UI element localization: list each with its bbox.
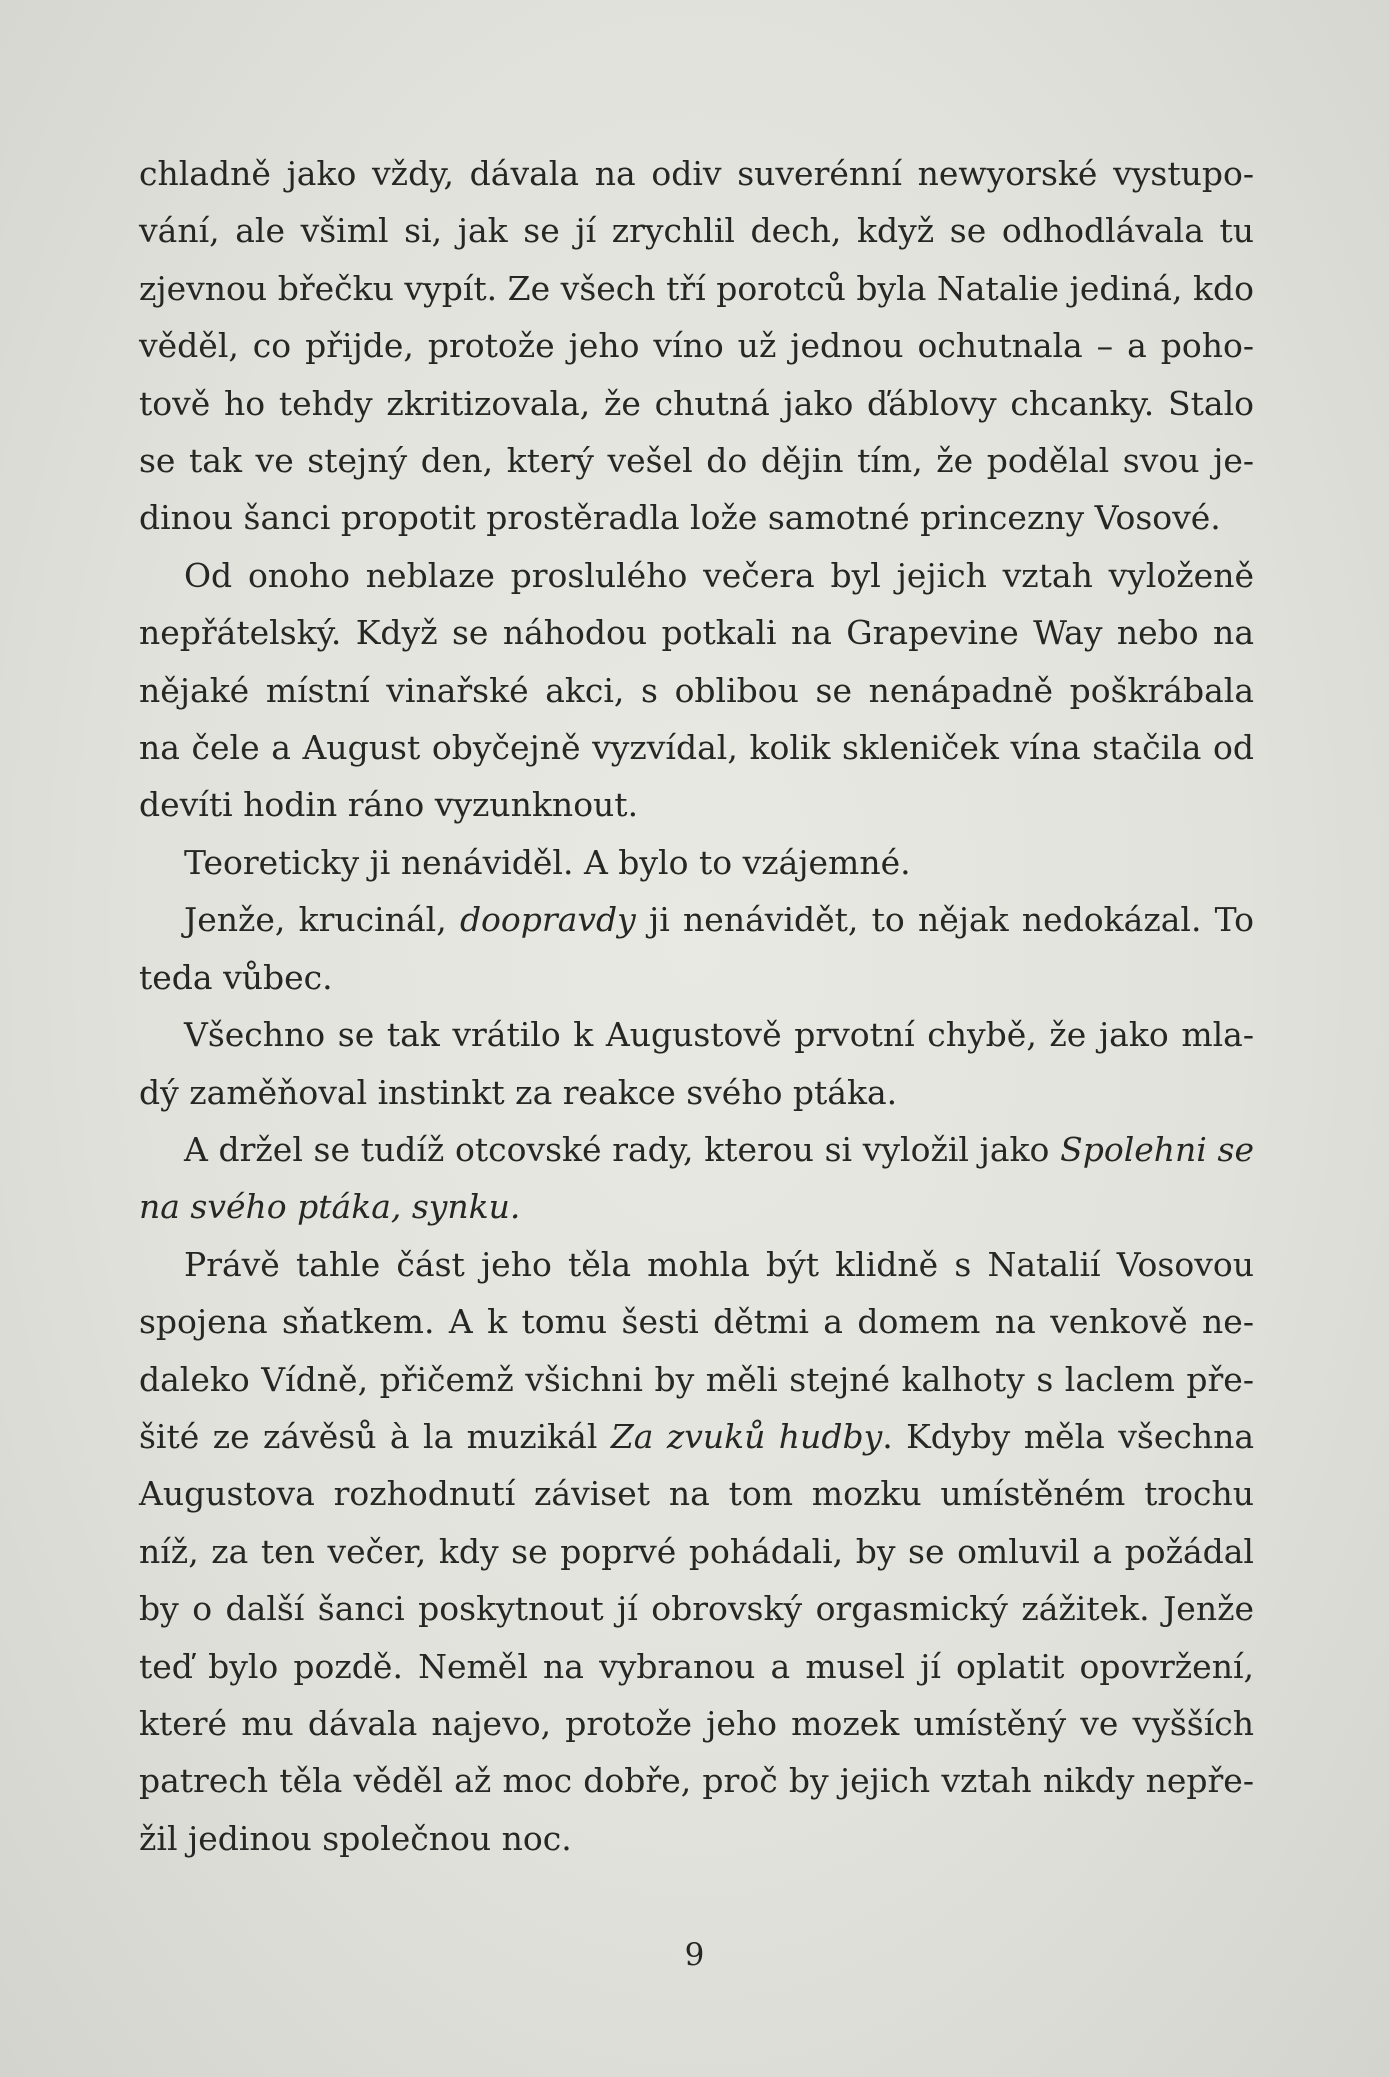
text-run: Jenže, krucinál, <box>184 900 460 940</box>
italic-text: Za zvuků hudby <box>610 1416 883 1456</box>
text-run: Od onoho neblaze proslulého večera byl jejich vztah vyloženě nepřátelský. Když se náhodou potkali na Grapevine Way nebo na nějaké místní vinařské akci, s oblibou se nenápadně poškrábala na čele a August obyčejně vyzvídal, kolik skleniček vína stačila od devíti hodin ráno vyzunknout. <box>139 555 1254 825</box>
paragraph <box>139 1236 1254 1867</box>
paragraph <box>139 145 1254 547</box>
paragraph <box>139 1006 1254 1121</box>
paragraph <box>139 1121 1254 1236</box>
text-run: ji nenávidět, to nějak nedokázal. To teda vůbec. <box>139 900 1255 997</box>
text-run: chladně jako vždy, dávala na odiv suverénní newyorské vystupování, ale všiml si, jak se jí zrychlil dech, když se odhodlávala tu zjevnou břečku vypít. Ze všech tří porotců byla Natalie jediná, kdo věděl, co přijde, protože jeho víno už jednou ochutnala – a pohotově ho tehdy zkritizovala, že chutná jako ďáblovy chcanky. Stalo se tak ve stejný den, který vešel do dějin tím, že podělal svou jedinou šanci propotit prostěradla lože samotné princezny Vosové. <box>139 154 1254 538</box>
text-run: . Kdyby měla všechna Augustova rozhodnutí záviset na tom mozku umístěném trochu níž, za ten večer, kdy se poprvé pohádali, by se omluvil a požádal by o další šanci poskytnout jí obrovský orgasmický zážitek. Jenže teď bylo pozdě. Neměl na vybranou a musel jí oplatit opovržení, které mu dávala najevo, protože jeho mozek umístěný ve vyšších patrech těla věděl až moc dobře, proč by jejich vztah nikdy nepřežil jedinou společnou noc. <box>139 1416 1255 1858</box>
text-run: Právě tahle část jeho těla mohla být klidně s Natalií Vosovou spojena sňatkem. A k tomu šesti dětmi a domem na venkově nedaleko Vídně, přičemž všichni by měli stejné kalhoty s laclem přešité ze závěsů à la muzikál <box>139 1244 1254 1456</box>
body-text <box>139 145 1254 1867</box>
paragraph <box>139 834 1254 891</box>
page-number: 9 <box>684 1937 705 1973</box>
italic-text: Spolehni se na svého ptáka, synku. <box>139 1129 1254 1227</box>
paragraph <box>139 547 1254 834</box>
text-run: Všechno se tak vrátilo k Augustově prvotní chybě, že jako mladý zaměňoval instinkt za reakce svého ptáka. <box>139 1015 1254 1112</box>
text-run: A držel se tudíž otcovské rady, kterou si vyložil jako <box>184 1129 1061 1169</box>
text-run: Teoreticky ji nenáviděl. A bylo to vzájemné. <box>184 842 911 882</box>
italic-text: doopravdy <box>459 900 636 940</box>
paragraph <box>139 891 1254 1006</box>
